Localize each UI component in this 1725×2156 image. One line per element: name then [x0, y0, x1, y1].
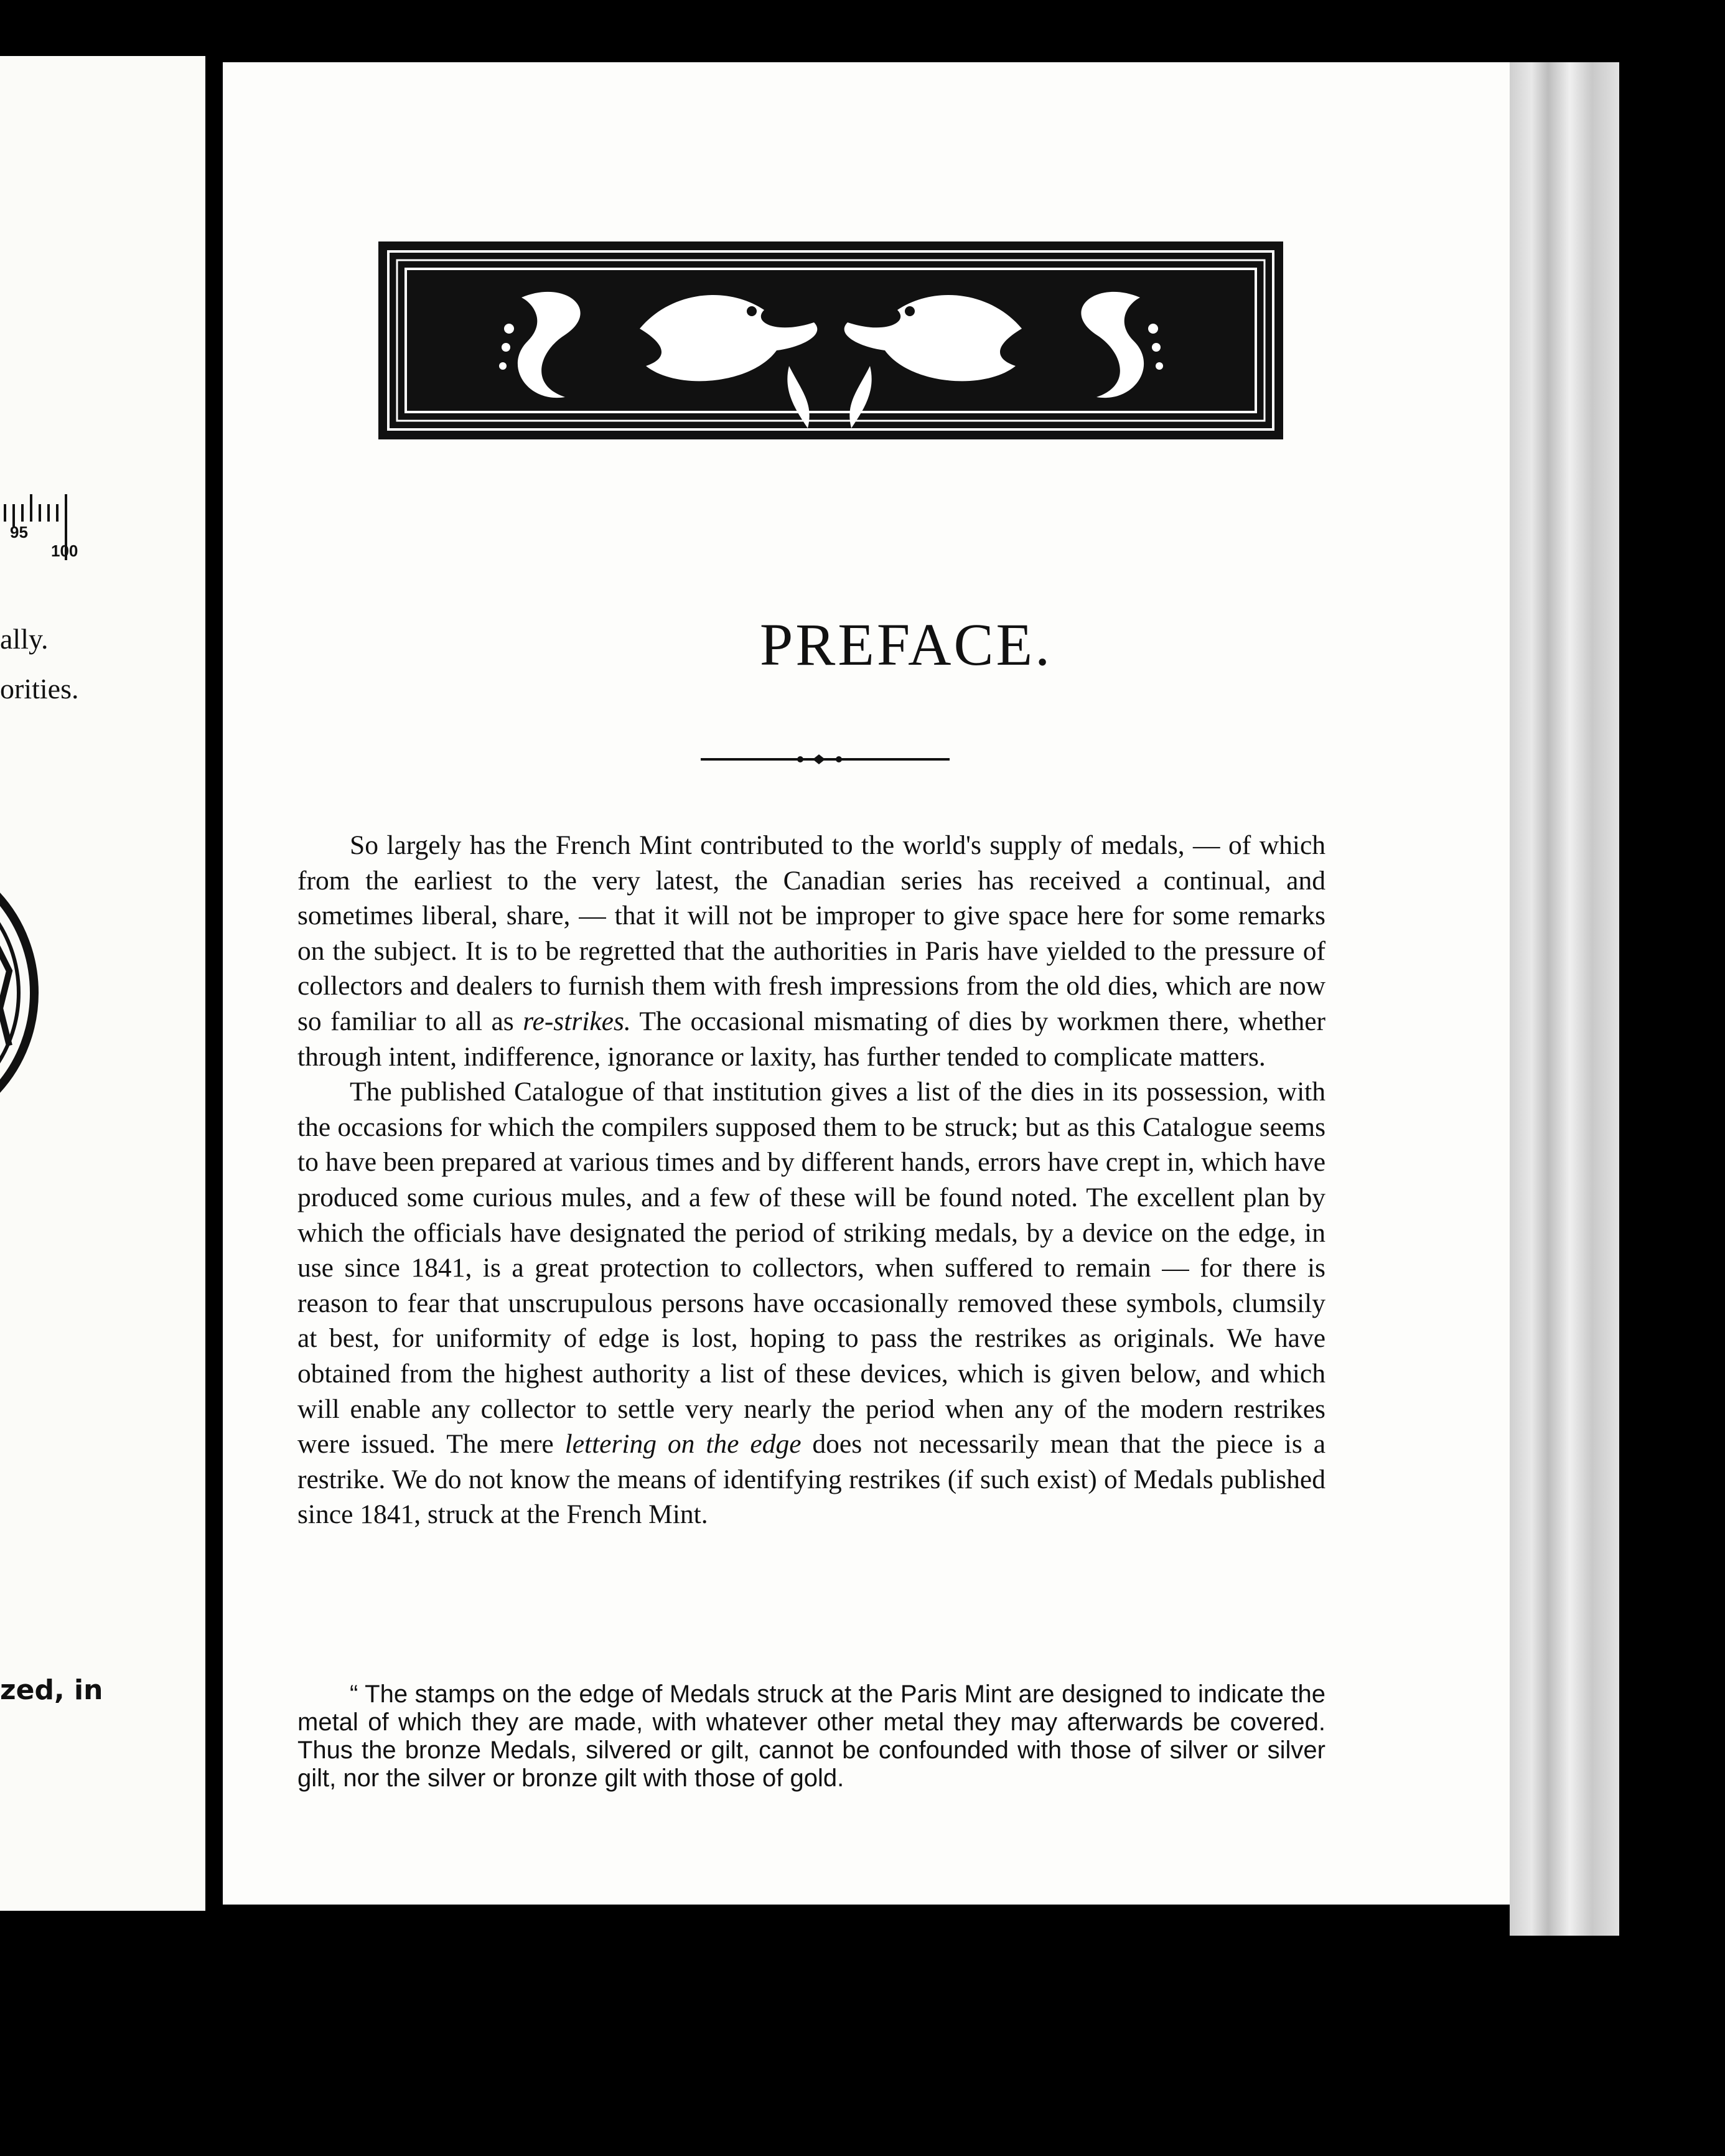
paragraph-1-text-b: The occasional mismating of dies by workmen there, whether through intent, indifference, ignorance or laxity, has further tended to complicate matters.: [297, 1006, 1325, 1072]
paragraph-1-text-a: So largely has the French Mint contributed to the world's supply of medals, — of which from the earliest to the very latest, the Canadian series has received a continual, and sometimes liberal, share, — that it will not be improper to give space here for some remarks on the subject. It is to be regretted that the authorities in Paris have yielded to the pressure of collectors and dealers to furnish them with fresh impressions from the old dies, which are now so familiar to all as: [297, 830, 1325, 1036]
paragraph-2-italic: lettering on the edge: [564, 1429, 802, 1460]
page-title: PREFACE.: [759, 611, 1053, 678]
preface-paragraph-1: [297, 828, 1325, 1074]
preface-body: [297, 828, 1325, 1532]
paragraph-2-text-b: does not necessarily mean that the piece is a restrike. We do not know the means of identifying restrikes (if such exist) of Medals published since 1841, struck at the French Mint.: [297, 1429, 1326, 1530]
griffin-headpiece-icon: [378, 241, 1283, 439]
page-stack-edge: [1510, 62, 1619, 1936]
left-text-fragment-1: ally.: [0, 623, 49, 655]
diamond-rule-icon: [701, 752, 950, 767]
ruler-label-100: 100: [51, 541, 78, 560]
left-text-fragment-3: zed, in: [0, 1674, 103, 1706]
left-page-fragment: [0, 56, 205, 1911]
preface-paragraph-2: [297, 1074, 1325, 1532]
medal-edge-illustration: [0, 846, 44, 1139]
mint-quote-paragraph: “ The stamps on the edge of Medals struck at the Paris Mint are designed to indicate the metal of which they are made, with whatever other metal they may afterwards be covered. Thus the bronze Medals, silvered or gilt, cannot be confounded with those of silver or silver gilt, nor the silver or bronze gilt with those of gold.: [297, 1680, 1325, 1792]
paragraph-2-text-a: The published Catalogue of that institution gives a list of the dies in its possession, with the occasions for which the compilers supposed them to be struck; but as this Catalogue seems to have been prepared at various times and by different hands, errors have crept in, which have produced some curious mules, and a few of these will be found noted. The excellent plan by which the officials have designated the period of striking medals, by a device on the edge, in use since 1841, is a great protection to collectors, when suffered to remain — for there is reason to fear that unscrupulous persons have occasionally removed these symbols, clumsily at best, for uniformity of edge is lost, hoping to pass the restrikes as originals. We have obtained from the highest authority a list of these devices, which is given below, and which will enable any collector to settle very nearly the period when any of the modern restrikes were issued. The mere: [297, 1077, 1325, 1460]
paragraph-1-italic: re-strikes.: [523, 1006, 631, 1036]
ruler-label-95: 95: [10, 523, 28, 541]
left-text-fragment-2: orities.: [0, 673, 79, 705]
